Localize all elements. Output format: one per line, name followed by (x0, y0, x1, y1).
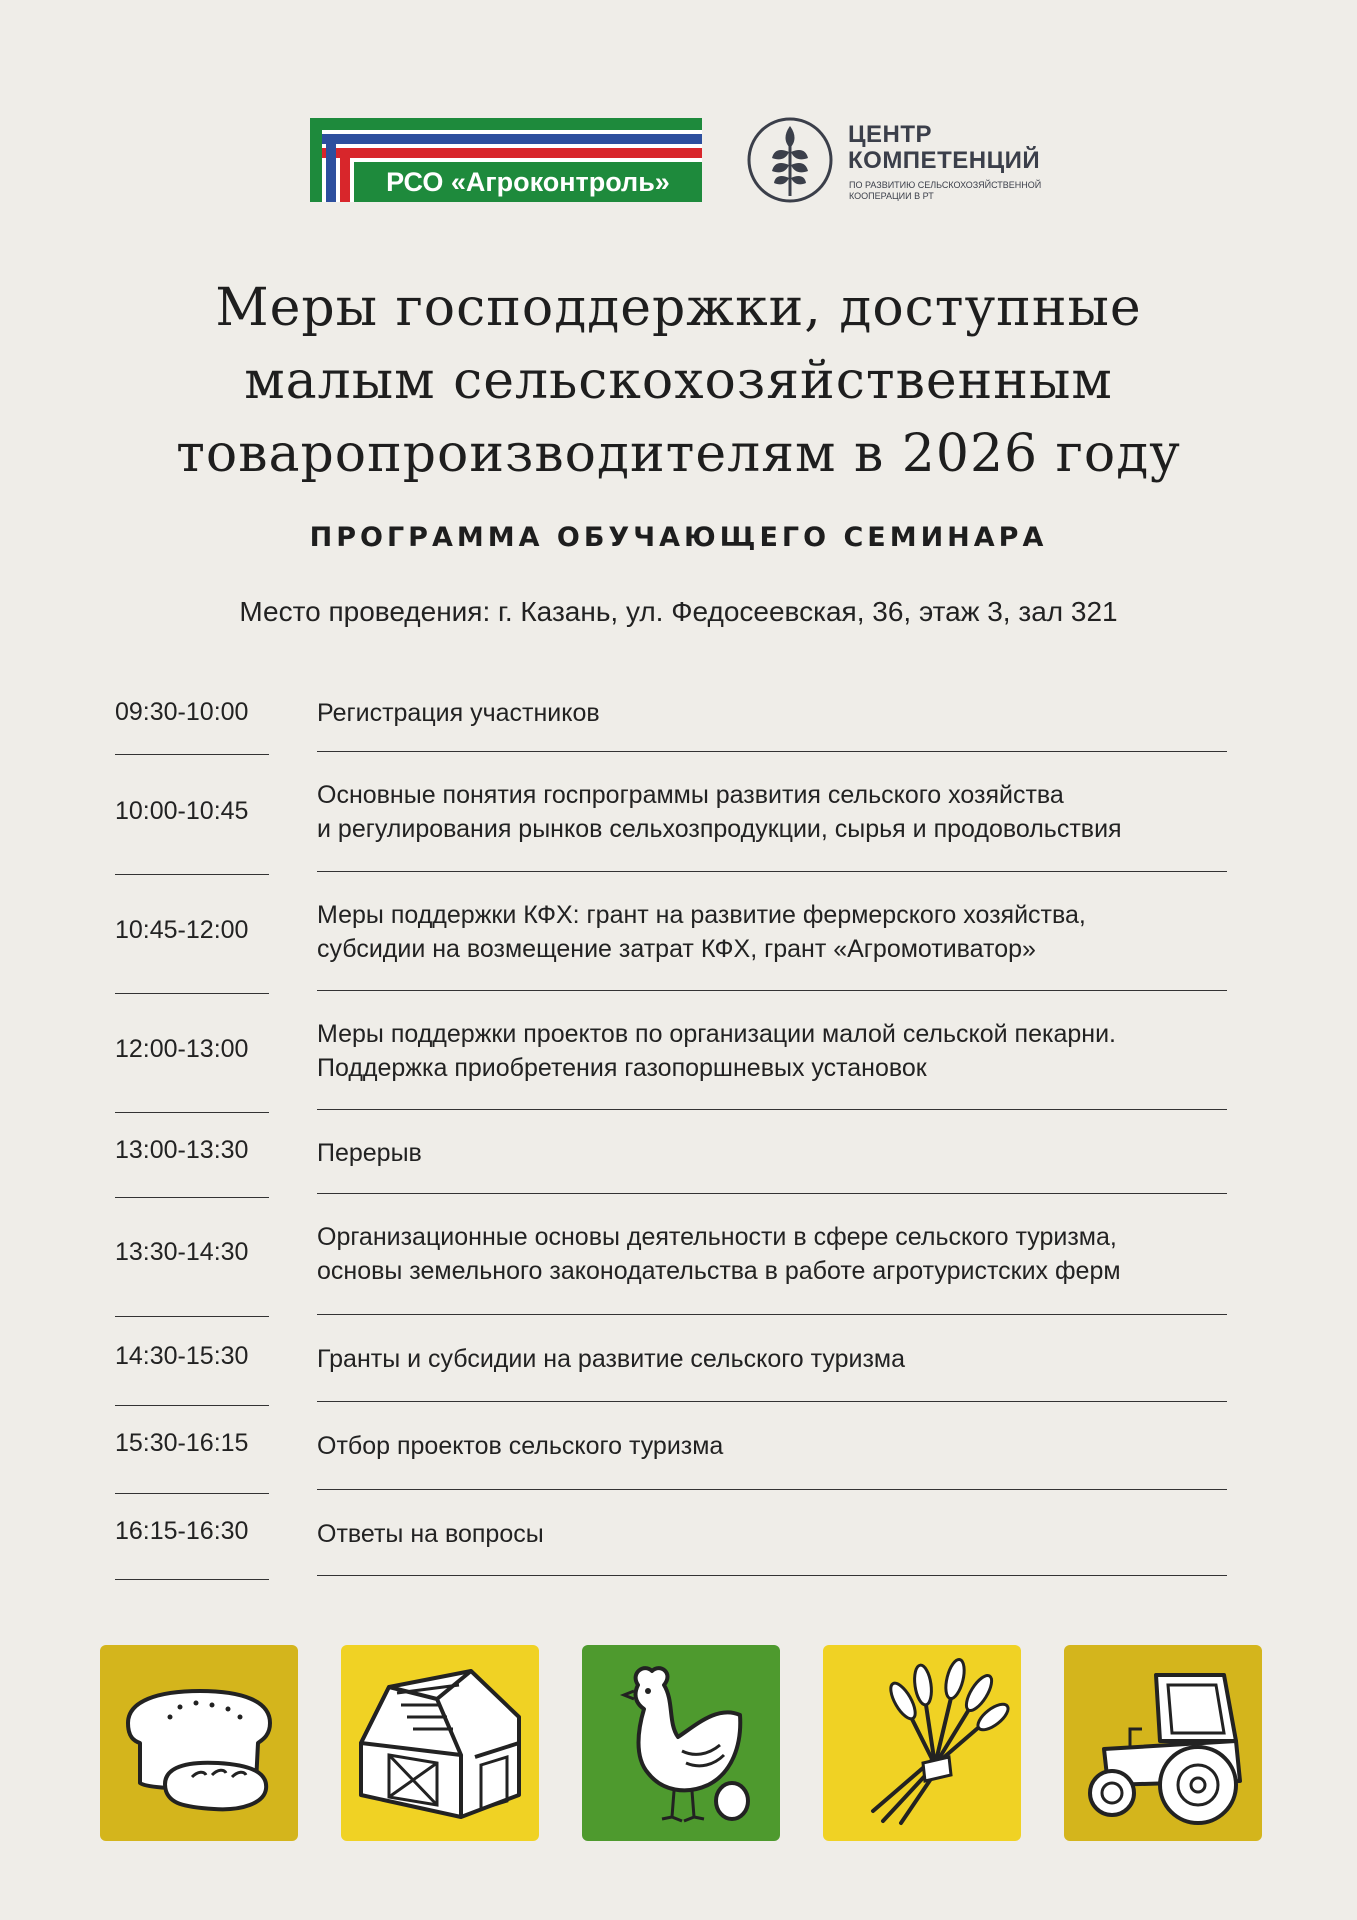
divider (317, 871, 1227, 872)
schedule-desc-line: и регулирования рынков сельхозпродукции, сырья и продовольствия (317, 815, 1122, 843)
tractor-tile (1064, 1645, 1262, 1841)
title-line-3: товаропроизводителям в 2026 году (176, 424, 1181, 484)
schedule-desc-line: Ответы на вопросы (317, 1520, 544, 1548)
schedule-time: 16:15-16:30 (115, 1517, 249, 1545)
center-logo-line1: ЦЕНТР (848, 121, 933, 148)
wheat-emblem-icon (745, 112, 835, 208)
divider (115, 874, 269, 875)
barn-icon (341, 1645, 539, 1841)
barn-tile (341, 1645, 539, 1841)
divider (317, 1401, 1227, 1402)
schedule-desc-line: Организационные основы деятельности в сфере сельского туризма, (317, 1223, 1117, 1251)
bread-tile (100, 1645, 298, 1841)
chicken-icon (582, 1645, 780, 1841)
chicken-tile (582, 1645, 780, 1841)
schedule-desc-line: Регистрация участников (317, 699, 600, 727)
divider (317, 990, 1227, 991)
divider (115, 1316, 269, 1317)
schedule-desc-line: Поддержка приобретения газопоршневых установок (317, 1054, 927, 1082)
schedule-desc-line: основы земельного законодательства в работе агротуристских ферм (317, 1257, 1121, 1285)
tractor-icon (1064, 1645, 1262, 1841)
rso-logo (310, 118, 702, 202)
competence-center-logo (745, 112, 1065, 208)
divider (317, 1193, 1227, 1194)
divider (115, 754, 269, 755)
divider (115, 1579, 269, 1580)
schedule-desc-line: Меры поддержки проектов по организации малой сельской пекарни. (317, 1020, 1116, 1048)
schedule-time: 15:30-16:15 (115, 1429, 249, 1457)
schedule-time: 13:00-13:30 (115, 1136, 249, 1164)
venue-text: Место проведения: г. Казань, ул. Федосеевская, 36, этаж 3, зал 321 (239, 596, 1118, 627)
divider (115, 1197, 269, 1198)
schedule-time: 14:30-15:30 (115, 1342, 249, 1370)
schedule-time: 13:30-14:30 (115, 1238, 249, 1266)
program-subtitle: ПРОГРАММА ОБУЧАЮЩЕГО СЕМИНАРА (309, 522, 1048, 553)
center-logo-line2: КОМПЕТЕНЦИЙ (848, 147, 1041, 174)
schedule-desc-line: Меры поддержки КФХ: грант на развитие фермерского хозяйства, (317, 901, 1086, 929)
title-line-1: Меры господдержки, доступные (215, 278, 1142, 338)
divider (317, 1109, 1227, 1110)
divider (115, 1112, 269, 1113)
schedule-desc-line: Гранты и субсидии на развитие сельского туризма (317, 1345, 906, 1373)
center-logo-line3: ПО РАЗВИТИЮ СЕЛЬСКОХОЗЯЙСТВЕННОЙ КООПЕРАЦИИ В РТ (849, 180, 1042, 201)
wheat-icon (823, 1645, 1021, 1841)
schedule-desc-line: субсидии на возмещение затрат КФХ, грант «Агромотиватор» (317, 935, 1036, 963)
page-title (100, 272, 1257, 491)
rso-logo-text: РСО «Агроконтроль» (354, 162, 702, 202)
schedule-time: 10:00-10:45 (115, 797, 249, 825)
divider (317, 1489, 1227, 1490)
bread-icon (100, 1645, 298, 1841)
title-line-2: малым сельскохозяйственным (244, 351, 1113, 411)
schedule-time: 12:00-13:00 (115, 1035, 249, 1063)
divider (115, 1405, 269, 1406)
divider (115, 993, 269, 994)
schedule-time: 10:45-12:00 (115, 916, 249, 944)
divider (317, 1575, 1227, 1576)
divider (317, 1314, 1227, 1315)
schedule-desc-line: Отбор проектов сельского туризма (317, 1432, 724, 1460)
schedule-time: 09:30-10:00 (115, 698, 249, 726)
schedule-desc-line: Перерыв (317, 1139, 422, 1167)
divider (115, 1493, 269, 1494)
divider (317, 751, 1227, 752)
schedule-desc-line: Основные понятия госпрограммы развития сельского хозяйства (317, 781, 1064, 809)
wheat-tile (823, 1645, 1021, 1841)
